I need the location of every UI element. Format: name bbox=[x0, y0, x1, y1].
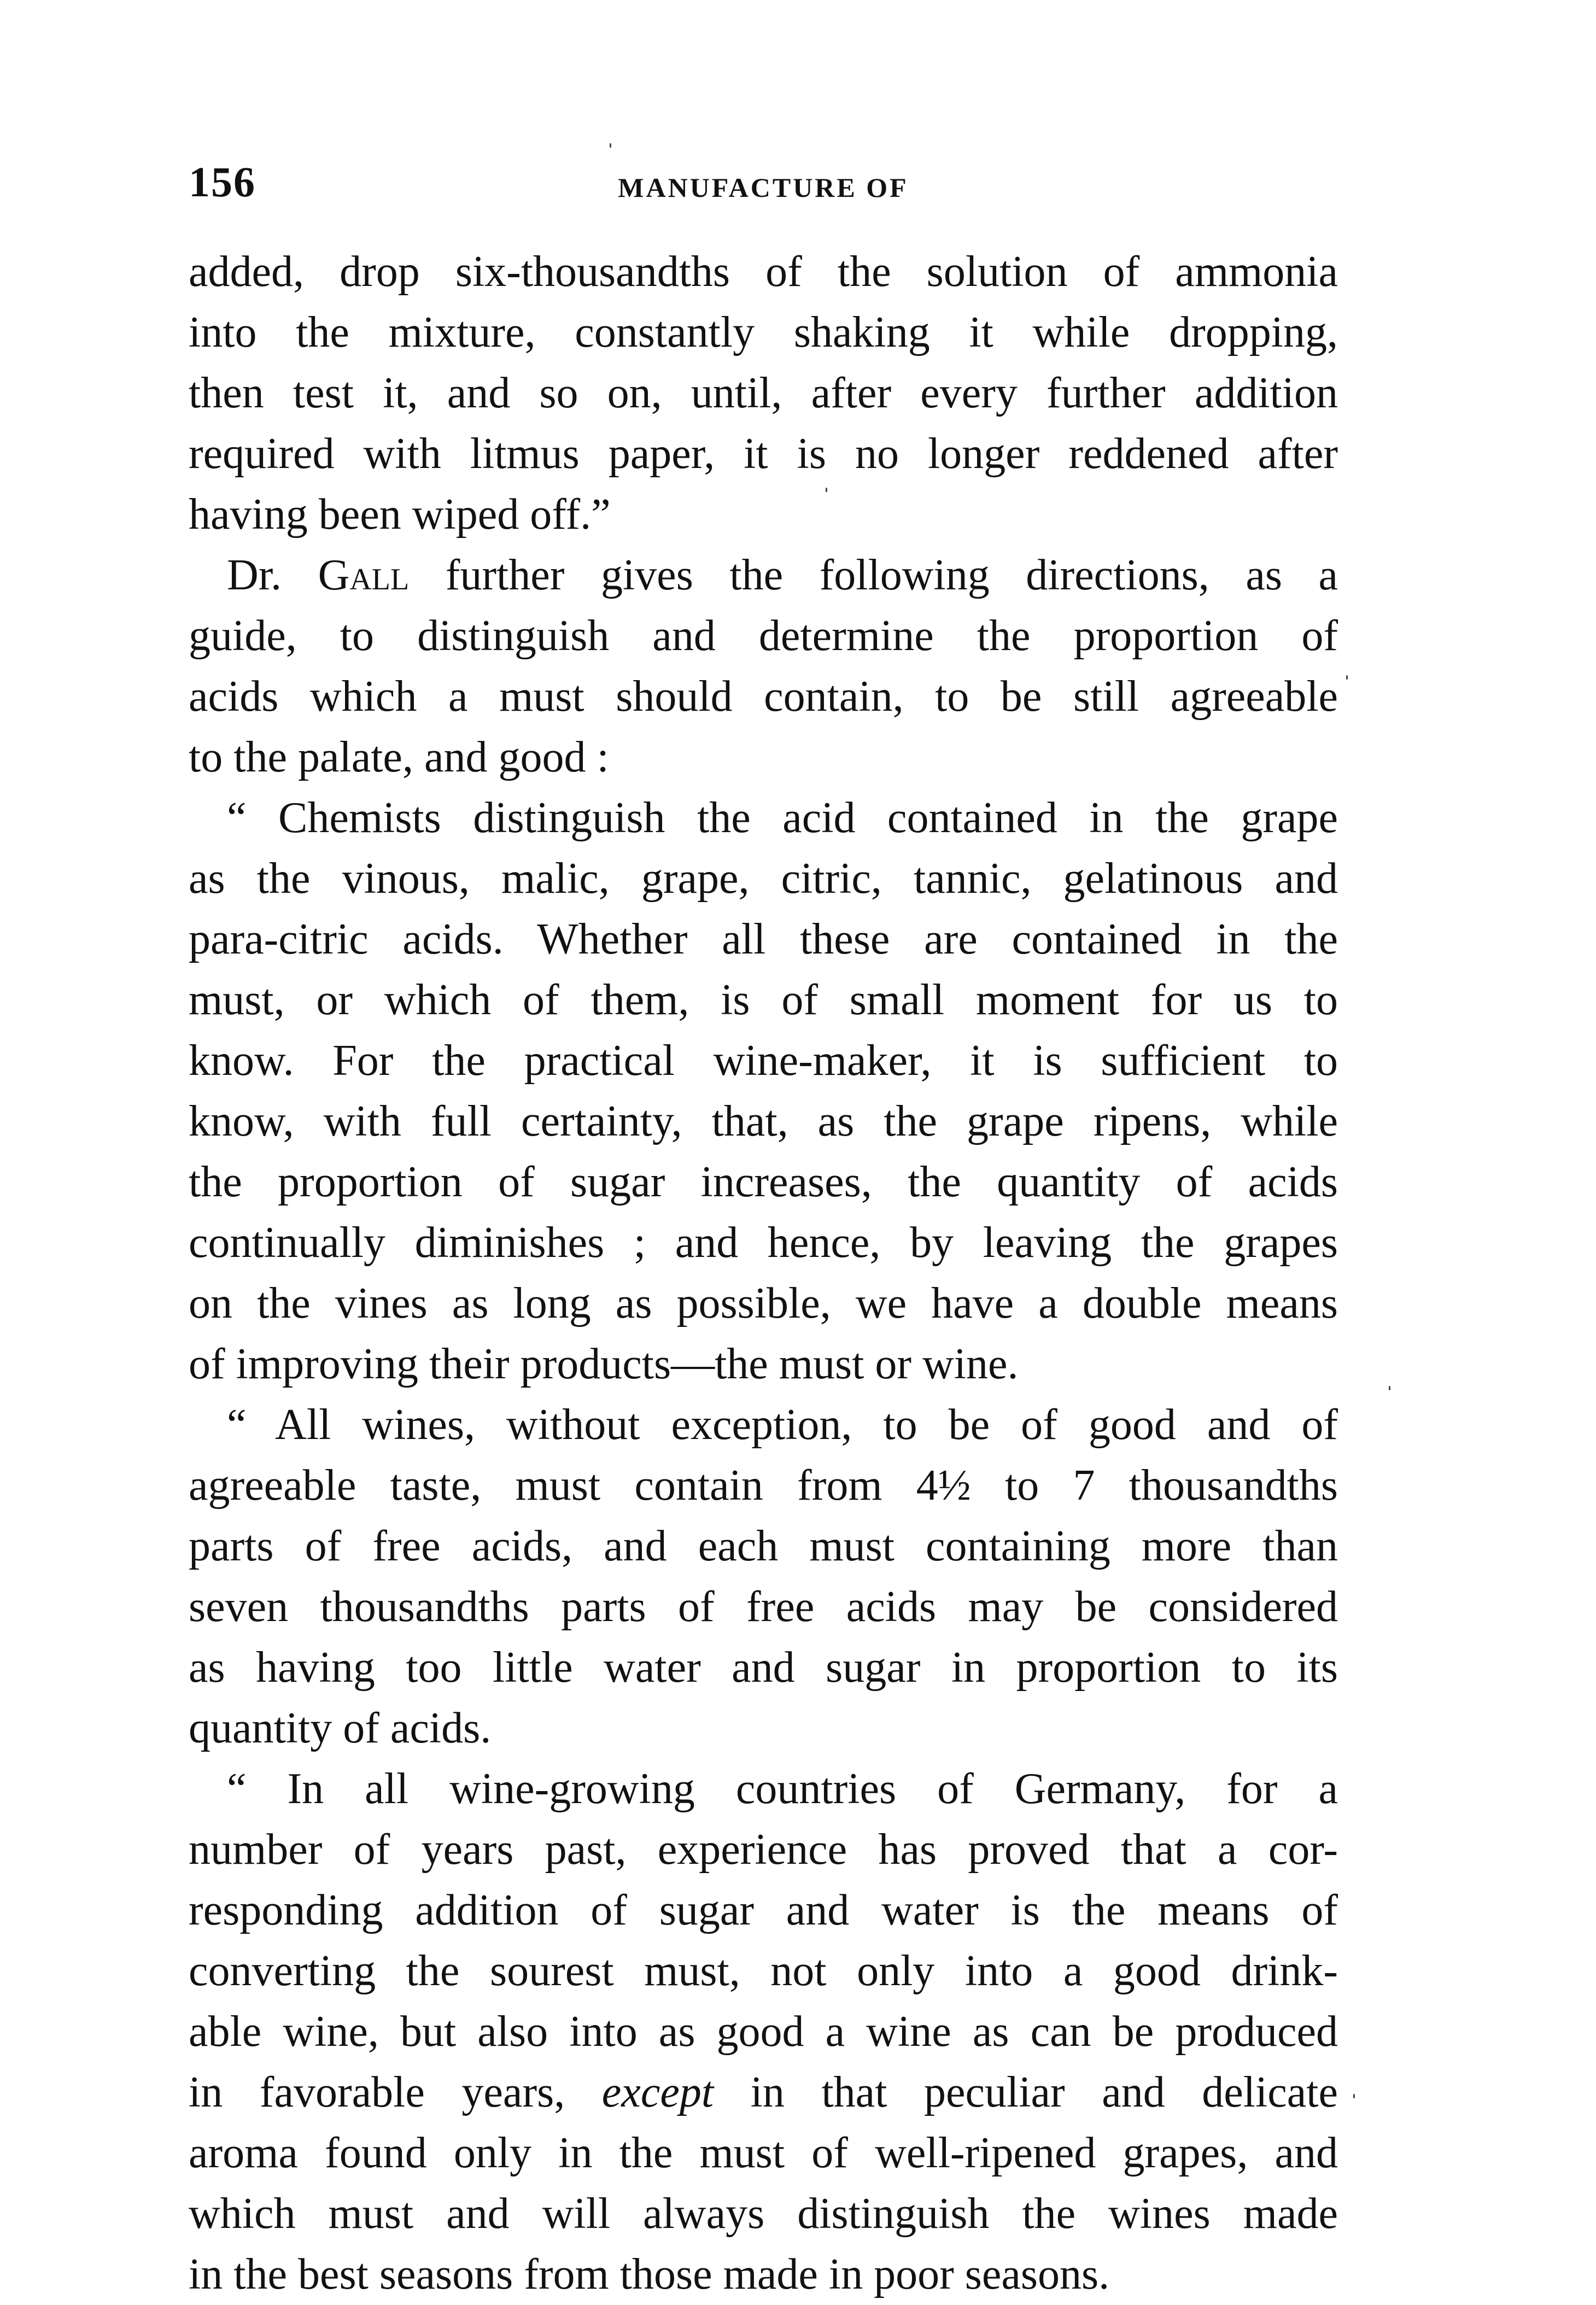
text-fragment: in favorable years, bbox=[189, 2068, 602, 2116]
text-line: in the best seasons from those made in poor seasons. bbox=[189, 2250, 1110, 2298]
text-line: parts of free acids, and each must containing more than bbox=[189, 1522, 1338, 1570]
text-line: added, drop six-thousandths of the solution of ammonia bbox=[189, 248, 1338, 296]
text-fragment: further gives the following directions, as a bbox=[409, 551, 1338, 599]
text-line: guide, to distinguish and determine the proportion of bbox=[189, 612, 1338, 660]
text-line: acids which a must should contain, to be still agreeable bbox=[189, 672, 1338, 721]
text-line: “ All wines, without exception, to be of good and of bbox=[227, 1401, 1338, 1449]
scan-speck bbox=[1353, 2094, 1355, 2098]
text-line: know, with full certainty, that, as the grape ripens, while bbox=[189, 1097, 1338, 1145]
text-line: as having too little water and sugar in proportion to its bbox=[189, 1643, 1338, 1692]
scan-speck bbox=[610, 143, 611, 148]
text-line: must, or which of them, is of small moment for us to bbox=[189, 976, 1338, 1024]
text-line: para-citric acids. Whether all these are contained in the bbox=[189, 915, 1338, 963]
text-line: then test it, and so on, until, after every further addition bbox=[189, 369, 1338, 417]
scan-speck bbox=[826, 488, 827, 492]
text-line: the proportion of sugar increases, the quantity of acids bbox=[189, 1158, 1338, 1206]
text-line: having been wiped off.” bbox=[189, 490, 611, 539]
paragraph-5 bbox=[189, 1759, 1338, 2305]
text-line: quantity of acids. bbox=[189, 1704, 492, 1752]
paragraph-1 bbox=[189, 242, 1338, 545]
author-name-small-caps: Gall bbox=[318, 551, 410, 599]
text-line: “ In all wine-growing countries of Germany, for a bbox=[227, 1765, 1338, 1813]
text-line: responding addition of sugar and water is the means of bbox=[189, 1886, 1338, 1934]
text-fragment: in that peculiar and delicate bbox=[714, 2068, 1338, 2116]
text-line: as the vinous, malic, grape, citric, tannic, gelatinous and bbox=[189, 855, 1338, 903]
text-line: of improving their products—the must or wine. bbox=[189, 1340, 1019, 1388]
text-line: required with litmus paper, it is no longer reddened after bbox=[189, 430, 1338, 478]
text-fragment: Dr. bbox=[227, 551, 318, 599]
running-title: MANUFACTURE OF bbox=[618, 172, 909, 203]
text-line: seven thousandths parts of free acids may be considered bbox=[189, 1583, 1338, 1631]
text-line: agreeable taste, must contain from 4½ to 7 thousandths bbox=[189, 1461, 1338, 1510]
body-text bbox=[189, 242, 1338, 2305]
italic-emphasis: except bbox=[601, 2068, 714, 2116]
text-line bbox=[189, 545, 1338, 606]
text-line: into the mixture, constantly shaking it while dropping, bbox=[189, 308, 1338, 356]
text-line bbox=[189, 2062, 1338, 2123]
text-line: aroma found only in the must of well-ripened grapes, and bbox=[189, 2129, 1338, 2177]
paragraph-2 bbox=[189, 545, 1338, 788]
text-line: know. For the practical wine-maker, it is sufficient to bbox=[189, 1037, 1338, 1085]
paragraph-3 bbox=[189, 788, 1338, 1395]
text-line: number of years past, experience has proved that a cor- bbox=[189, 1826, 1338, 1874]
scan-speck bbox=[1389, 1386, 1390, 1390]
page-number: 156 bbox=[189, 158, 256, 206]
scan-speck bbox=[1346, 675, 1348, 680]
text-line: which must and will always distinguish the wines made bbox=[189, 2190, 1338, 2238]
text-line: “ Chemists distinguish the acid contained in the grape bbox=[227, 794, 1338, 842]
paragraph-4 bbox=[189, 1395, 1338, 1759]
text-line: continually diminishes ; and hence, by leaving the grapes bbox=[189, 1219, 1338, 1267]
text-line: able wine, but also into as good a wine as can be produced bbox=[189, 2008, 1338, 2056]
text-line: to the palate, and good : bbox=[189, 733, 609, 781]
text-line: on the vines as long as possible, we have a double means bbox=[189, 1279, 1338, 1327]
text-line: converting the sourest must, not only into a good drink- bbox=[189, 1947, 1338, 1995]
running-head bbox=[189, 152, 1338, 212]
